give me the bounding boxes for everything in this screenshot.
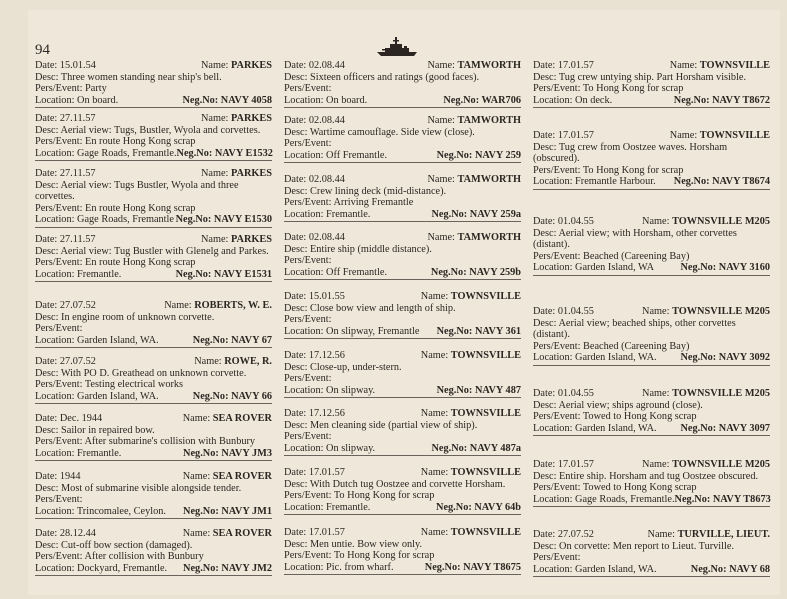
entry-date: Date: 01.04.55 [533, 216, 594, 227]
entry-pers: Pers/Event: [284, 83, 332, 95]
catalogue-entry [35, 471, 272, 519]
entry-name: Name: TOWNSVILLE [420, 527, 521, 538]
entry-desc: Desc: Tug crew from Oostzee waves. Horsham (obscured). [533, 141, 728, 165]
entry-location: Location: Garden Island, WA. [533, 352, 657, 364]
entry-date: Date: 01.04.55 [533, 388, 594, 399]
entry-location: Location: Gage Roads, Fremantle. [533, 493, 675, 505]
entry-location: Location: On slipway. [284, 384, 376, 396]
entry-location: Location: Gage Roads, Fremantle. [35, 147, 177, 159]
entry-neg: Neg.No: NAVY 64b [436, 501, 521, 513]
entry-date: Date: 02.08.44 [284, 174, 345, 185]
catalogue-entry [284, 467, 521, 515]
entry-desc: Desc: On corvette: Men report to Lieut. Turville. [533, 540, 735, 552]
entry-name: Name: PARKES [200, 113, 272, 124]
entry-location: Location: On board. [35, 94, 119, 106]
catalogue-entry [284, 60, 521, 108]
entry-pers: Pers/Event: Towed to Hong Kong scrap [533, 482, 697, 494]
entry-date: Date: 15.01.55 [284, 291, 345, 302]
entry-pers: Pers/Event: [35, 494, 83, 506]
entry-neg: Neg.No: NAVY 67 [192, 334, 272, 346]
entry-neg: Neg.No: NAVY 487 [436, 384, 521, 396]
catalogue-entry [533, 459, 770, 507]
entry-neg: Neg.No: NAVY T8672 [673, 94, 770, 106]
entry-pers: Pers/Event: To Hong Kong for scrap [533, 83, 684, 95]
entry-name: Name: TAMWORTH [427, 174, 521, 185]
entry-pers: Pers/Event: [35, 323, 83, 335]
catalogue-entry [35, 528, 272, 576]
entry-pers: Pers/Event: To Hong Kong for scrap [284, 490, 435, 502]
catalogue-entry [284, 174, 521, 222]
entry-location: Location: Fremantle. [284, 208, 371, 220]
entry-pers: Pers/Event: En route Hong Kong scrap [35, 257, 196, 269]
entry-name: Name: TOWNSVILLE [420, 350, 521, 361]
entry-date: Date: 02.08.44 [284, 115, 345, 126]
entry-desc: Desc: Men cleaning side (partial view of ship). [284, 419, 478, 431]
entry-name: Name: TAMWORTH [427, 232, 521, 243]
entry-name: Name: PARKES [200, 60, 272, 71]
entry-neg: Neg.No: NAVY JM1 [183, 505, 272, 517]
entry-pers: Pers/Event: After submarine's collision with Bunbury [35, 436, 256, 448]
catalogue-entry [533, 388, 770, 436]
entry-pers: Pers/Event: [284, 314, 332, 326]
entry-name: Name: TAMWORTH [427, 115, 521, 126]
entry-name: Name: TOWNSVILLE [669, 60, 770, 71]
entry-name: Name: TOWNSVILLE M205 [642, 388, 770, 399]
ship-silhouette-icon [376, 34, 418, 58]
entry-pers: Pers/Event: [533, 552, 581, 564]
entry-pers: Pers/Event: Arriving Fremantle [284, 197, 414, 209]
entry-name: Name: TOWNSVILLE M205 [642, 459, 770, 470]
entry-pers: Pers/Event: Beached (Careening Bay) [533, 250, 690, 262]
entry-desc: Desc: Aerial view; with Horsham, other corvettes (distant). [533, 227, 737, 251]
entry-pers: Pers/Event: Party [35, 83, 107, 95]
entry-neg: Neg.No: NAVY 4058 [182, 94, 272, 106]
catalogue-entry [35, 356, 272, 404]
entry-date: Date: 1944 [35, 471, 81, 482]
entry-neg: Neg.No: NAVY 259a [431, 208, 521, 220]
entry-location: Location: Fremantle. [35, 268, 122, 280]
entry-pers: Pers/Event: [284, 255, 332, 267]
entry-name: Name: PARKES [200, 234, 272, 245]
catalogue-entry [35, 300, 272, 348]
entry-pers: Pers/Event: [284, 138, 332, 150]
catalogue-entry [35, 413, 272, 461]
entry-desc: Desc: Aerial view: Tugs, Bustler, Wyola and corvettes. [35, 124, 261, 136]
entry-date: Date: 01.04.55 [533, 306, 594, 317]
entry-neg: Neg.No: NAVY E1532 [176, 147, 273, 159]
entry-date: Date: 17.01.57 [284, 527, 345, 538]
entry-location: Location: Pic. from wharf. [284, 561, 394, 573]
entry-name: Name: TOWNSVILLE [420, 467, 521, 478]
entry-desc: Desc: Aerial view: Tugs Bustler, Wyola and three corvettes. [35, 179, 239, 203]
catalogue-entry [35, 113, 272, 161]
catalogue-entry [35, 234, 272, 282]
entry-desc: Desc: With PO D. Greathead on unknown corvette. [35, 367, 247, 379]
catalogue-entry [533, 130, 770, 190]
entry-date: Date: 28.12.44 [35, 528, 96, 539]
entry-pers: Pers/Event: [284, 431, 332, 443]
entry-neg: Neg.No: NAVY 66 [192, 390, 272, 402]
entry-desc: Desc: Aerial view; ships aground (close). [533, 399, 703, 411]
entry-desc: Desc: Aerial view: Tug Bustler with Glenelg and Parkes. [35, 245, 269, 257]
entry-name: Name: SEA ROVER [182, 471, 272, 482]
catalogue-entry [284, 291, 521, 339]
entry-neg: Neg.No: NAVY 3160 [680, 262, 770, 274]
entry-pers: Pers/Event: To Hong Kong for scrap [533, 164, 684, 176]
entry-neg: Neg.No: NAVY E1530 [175, 214, 272, 226]
entry-name: Name: TOWNSVILLE [669, 130, 770, 141]
entry-location: Location: Garden Island, WA. [533, 422, 657, 434]
entry-location: Location: Off Fremantle. [284, 266, 388, 278]
entry-pers: Pers/Event: Beached (Careening Bay) [533, 340, 690, 352]
entry-pers: Pers/Event: To Hong Kong for scrap [284, 550, 435, 562]
entry-location: Location: Trincomalee, Ceylon. [35, 505, 166, 517]
catalogue-entry [533, 60, 770, 108]
entry-date: Date: 17.01.57 [533, 459, 594, 470]
entry-neg: Neg.No: NAVY JM2 [183, 562, 272, 574]
entry-pers: Pers/Event: After collision with Bunbury [35, 551, 204, 563]
entry-desc: Desc: Close-up, under-stern. [284, 361, 402, 373]
entry-pers: Pers/Event: En route Hong Kong scrap [35, 202, 196, 214]
entry-location: Location: On deck. [533, 94, 613, 106]
entry-date: Date: 27.11.57 [35, 113, 96, 124]
entry-location: Location: Fremantle. [35, 447, 122, 459]
catalogue-entry [35, 168, 272, 228]
entry-name: Name: TAMWORTH [427, 60, 521, 71]
catalogue-entry [284, 350, 521, 398]
entry-location: Location: On slipway. [284, 442, 376, 454]
entry-desc: Desc: Most of submarine visible alongside tender. [35, 482, 242, 494]
entry-desc: Desc: In engine room of unknown corvette. [35, 311, 215, 323]
entry-pers: Pers/Event: En route Hong Kong scrap [35, 136, 196, 148]
entry-pers: Pers/Event: [284, 373, 332, 385]
entry-desc: Desc: Cut-off bow section (damaged). [35, 539, 193, 551]
entry-neg: Neg.No: NAVY 3092 [680, 352, 770, 364]
entry-location: Location: Garden Island, WA. [533, 563, 657, 575]
entry-neg: Neg.No: NAVY T8673 [674, 493, 771, 505]
entry-location: Location: On slipway, Fremantle [284, 325, 420, 337]
catalogue-entry [284, 408, 521, 456]
catalogue-entry [533, 529, 770, 577]
entry-desc: Desc: Tug crew untying ship. Part Horsham visible. [533, 71, 747, 83]
entry-date: Date: 02.08.44 [284, 60, 345, 71]
entry-neg: Neg.No: WAR706 [443, 94, 521, 106]
entry-desc: Desc: With Dutch tug Oostzee and corvette Horsham. [284, 478, 506, 490]
entry-neg: Neg.No: NAVY T8674 [673, 176, 770, 188]
entry-name: Name: SEA ROVER [182, 413, 272, 424]
entry-neg: Neg.No: NAVY 259 [436, 149, 521, 161]
catalogue-entry [35, 60, 272, 108]
entry-date: Date: 17.01.57 [533, 60, 594, 71]
entry-location: Location: Garden Island, WA. [35, 390, 159, 402]
entry-neg: Neg.No: NAVY T8675 [424, 561, 521, 573]
entry-desc: Desc: Entire ship (middle distance). [284, 243, 432, 255]
entry-date: Date: 27.07.52 [533, 529, 594, 540]
entry-location: Location: Dockyard, Fremantle. [35, 562, 168, 574]
entry-desc: Desc: Sailor in repaired bow. [35, 424, 155, 436]
entry-desc: Desc: Three women standing near ship's bell. [35, 71, 222, 83]
entry-desc: Desc: Aerial view; beached ships, other corvettes (distant). [533, 317, 736, 341]
entry-date: Date: 27.11.57 [35, 234, 96, 245]
entry-neg: Neg.No: NAVY 487a [431, 442, 521, 454]
entry-date: Date: 02.08.44 [284, 232, 345, 243]
entry-desc: Desc: Entire ship. Horsham and tug Oostzee obscured. [533, 470, 759, 482]
entry-name: Name: PARKES [200, 168, 272, 179]
entry-neg: Neg.No: NAVY JM3 [183, 447, 272, 459]
entry-desc: Desc: Sixteen officers and ratings (good faces). [284, 71, 480, 83]
entry-neg: Neg.No: NAVY 68 [690, 563, 770, 575]
entry-desc: Desc: Men untie. Bow view only. [284, 538, 423, 550]
entry-neg: Neg.No: NAVY 259b [430, 266, 521, 278]
entry-pers: Pers/Event: Towed to Hong Kong scrap [533, 411, 697, 423]
entry-neg: Neg.No: NAVY 3097 [680, 422, 770, 434]
catalogue-entry [284, 527, 521, 575]
catalogue-entry [533, 216, 770, 276]
entry-date: Date: 17.12.56 [284, 408, 345, 419]
entry-date: Date: 17.12.56 [284, 350, 345, 361]
entry-name: Name: ROWE, R. [194, 356, 272, 367]
entry-neg: Neg.No: NAVY 361 [436, 325, 521, 337]
entry-name: Name: SEA ROVER [182, 528, 272, 539]
catalogue-entry [284, 115, 521, 163]
entry-name: Name: TOWNSVILLE M205 [642, 216, 770, 227]
entry-name: Name: TOWNSVILLE [420, 408, 521, 419]
entry-desc: Desc: Close bow view and length of ship. [284, 302, 456, 314]
page-number: 94 [35, 42, 50, 58]
entry-desc: Desc: Crew lining deck (mid-distance). [284, 185, 447, 197]
catalogue-entry [284, 232, 521, 280]
entry-location: Location: Gage Roads, Fremantle [35, 214, 174, 226]
entry-name: Name: ROBERTS, W. E. [164, 300, 272, 311]
entry-date: Date: 17.01.57 [284, 467, 345, 478]
entry-name: Name: TURVILLE, LIEUT. [647, 529, 770, 540]
entry-date: Date: 27.07.52 [35, 300, 96, 311]
entry-desc: Desc: Wartime camouflage. Side view (close). [284, 126, 475, 138]
entry-pers: Pers/Event: Testing electrical works [35, 379, 184, 391]
entry-neg: Neg.No: NAVY E1531 [175, 268, 272, 280]
entry-date: Date: 15.01.54 [35, 60, 96, 71]
entry-date: Date: 27.07.52 [35, 356, 96, 367]
catalogue-entry [533, 306, 770, 366]
entry-name: Name: TOWNSVILLE M205 [642, 306, 770, 317]
entry-location: Location: On board. [284, 94, 368, 106]
entry-date: Date: 17.01.57 [533, 130, 594, 141]
entry-location: Location: Fremantle. [284, 501, 371, 513]
entry-location: Location: Off Fremantle. [284, 149, 388, 161]
entry-date: Date: Dec. 1944 [35, 413, 103, 424]
entry-name: Name: TOWNSVILLE [420, 291, 521, 302]
entry-date: Date: 27.11.57 [35, 168, 96, 179]
entry-location: Location: Garden Island, WA [533, 262, 655, 274]
entry-location: Location: Garden Island, WA. [35, 334, 159, 346]
entry-location: Location: Fremantle Harbour. [533, 176, 656, 188]
